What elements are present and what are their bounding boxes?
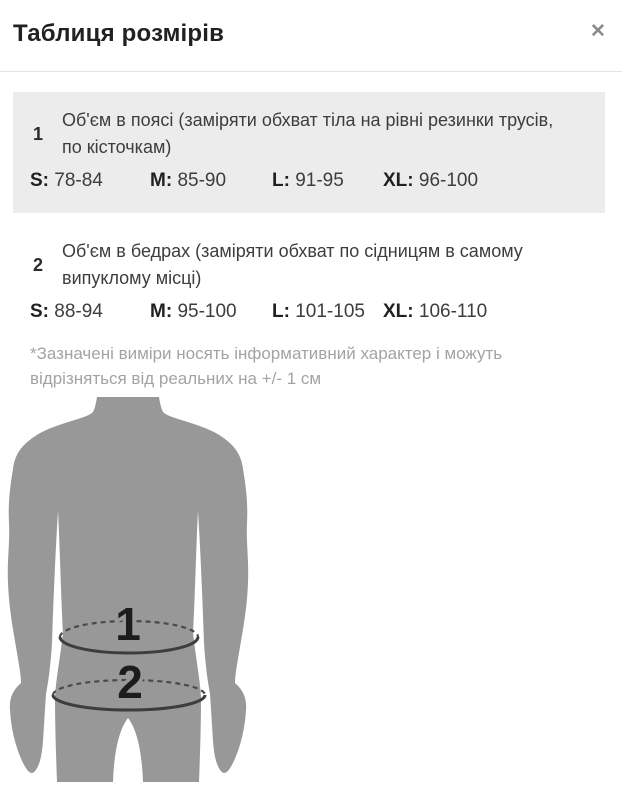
- size-cell-xl: [383, 170, 478, 192]
- size-value: 88-94: [54, 301, 103, 322]
- modal-header: [0, 0, 622, 72]
- size-cell-l: [272, 170, 383, 192]
- size-cell-s: [30, 170, 150, 192]
- close-icon[interactable]: ✕: [584, 18, 612, 46]
- size-cell-xl: [383, 301, 487, 323]
- size-value: 101-105: [295, 301, 365, 322]
- size-value: 85-90: [177, 170, 227, 191]
- size-label: XL:: [383, 170, 414, 191]
- size-section-hips: [13, 238, 605, 323]
- size-section-waist: [13, 92, 605, 213]
- size-label: L:: [272, 301, 290, 322]
- sizes-row: [13, 301, 605, 323]
- size-label: XL:: [383, 301, 414, 322]
- size-value: 78-84: [54, 170, 103, 191]
- sizes-row: [13, 170, 605, 192]
- row-main: [13, 238, 605, 292]
- hips-marker-2: 2: [117, 656, 143, 708]
- measurement-figure: [0, 397, 250, 782]
- body-silhouette-svg: [0, 397, 250, 782]
- modal-title: Таблиця розмірів: [13, 20, 225, 47]
- size-cell-s: [30, 301, 150, 323]
- size-cell-m: [150, 301, 272, 323]
- waist-marker-1: 1: [115, 598, 141, 650]
- size-label: L:: [272, 170, 290, 191]
- row-main: [13, 107, 605, 161]
- size-label: M:: [150, 170, 173, 191]
- row-number: 1: [33, 123, 44, 144]
- size-value: 95-100: [177, 301, 237, 322]
- disclaimer-note: *Зазначені виміри носять інформативний характер і можуть відрізняться від реальних на +/- 1 см: [30, 344, 503, 388]
- size-label: S:: [30, 170, 49, 191]
- size-label: M:: [150, 301, 173, 322]
- size-label: S:: [30, 301, 49, 322]
- size-value: 91-95: [295, 170, 344, 191]
- size-value: 106-110: [418, 301, 488, 322]
- size-cell-l: [272, 301, 383, 323]
- size-cell-m: [150, 170, 272, 192]
- row-number: 2: [33, 254, 44, 275]
- row-description: Об'єм в поясі (заміряти обхват тіла на рівні резинки трусів, по кісточкам): [62, 110, 554, 157]
- row-description: Об'єм в бедрах (заміряти обхват по сідницям в самому випуклому місці): [62, 241, 523, 288]
- size-value: 96-100: [418, 170, 479, 191]
- body-silhouette: [8, 397, 248, 782]
